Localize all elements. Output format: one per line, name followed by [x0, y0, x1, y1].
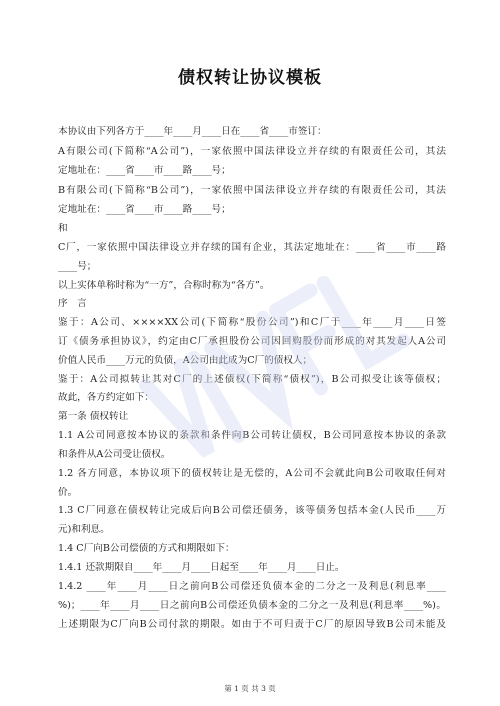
text-line: 1.4 C厂向B公司偿债的方式和期限如下：: [58, 543, 235, 554]
text-line: 1.1 A公司同意按本协议的条款和条件向B公司转让债权，B公司同意按本协议的条款: [58, 430, 446, 441]
text-line: 和条件从A公司受让债权。: [58, 449, 171, 460]
text-line: 1.3 C厂同意在债权转让完成后向B公司偿还债务，该等债务包括本金(人民币____万: [58, 505, 446, 516]
text-line: 1.4.1 还款期限自____年____月____日起至____年____月____日止。: [58, 562, 345, 573]
text-line: 定地址在：____省____市____路____号；: [58, 165, 231, 176]
text-line: C厂，一家依照中国法律设立并存续的国有企业，其法定地址在：____省____市____路: [58, 242, 446, 253]
text-line: B有限公司(下简称“B公司”)，一家依照中国法律设立并存续的有限责任公司，其法: [58, 185, 446, 196]
page-number: 第 1 页 共 3 页: [224, 684, 276, 693]
text-line: 鉴于：A公司、××××XX公司(下简称“股份公司”)和C厂于____年____月____日签: [58, 317, 446, 328]
text-line: 故此，各方约定如下：: [58, 392, 154, 403]
text-line: ____号；: [58, 261, 97, 272]
text-line: 定地址在：____省____市____路____号；: [58, 204, 231, 215]
text-line: A有限公司(下简称“A公司”)，一家依照中国法律设立并存续的有限责任公司，其法: [58, 146, 446, 157]
text-line: 价值人民币____万元的负债，A公司由此成为C厂的债权人；: [58, 355, 313, 366]
text-line: 订《债务承担协议》，约定由C厂承担股份公司因回购股份而形成的对其发起人A公司: [58, 336, 446, 347]
text-line: 以上实体单称时称为“一方”，合称时称为“各方”。: [58, 280, 270, 291]
text-line: 1.4.2 ____年____月____日之前向B公司偿还负债本金的二分之一及利息(利息率____: [58, 581, 446, 592]
text-line: 和: [58, 223, 68, 234]
text-line: 1.2 各方同意，本协议项下的债权转让是无偿的，A公司不会就此向B公司收取任何对: [58, 468, 446, 479]
text-line: %)；____年____月____日之前向B公司偿还负债本金的二分之一及利息(利息率____%)。: [58, 600, 446, 611]
text-line: 元)和利息。: [58, 524, 110, 535]
section-heading: 第一条 债权转让: [58, 411, 129, 422]
text-line: 本协议由下列各方于____年____月____日在____省____市签订：: [58, 126, 327, 137]
text-line: 价。: [58, 487, 78, 498]
watermark-stroke: [211, 318, 308, 426]
text-line: 上述期限为C厂向B公司付款的期限。如由于不可归责于C厂的原因导致B公司未能及: [58, 619, 446, 630]
text-line: 鉴于：A公司拟转让其对C厂的上述债权(下简称“债权”)，B公司拟受让该等债权；: [58, 374, 446, 385]
section-heading: 序 言: [58, 298, 87, 309]
document-title: 债权转让协议模板: [178, 68, 322, 88]
